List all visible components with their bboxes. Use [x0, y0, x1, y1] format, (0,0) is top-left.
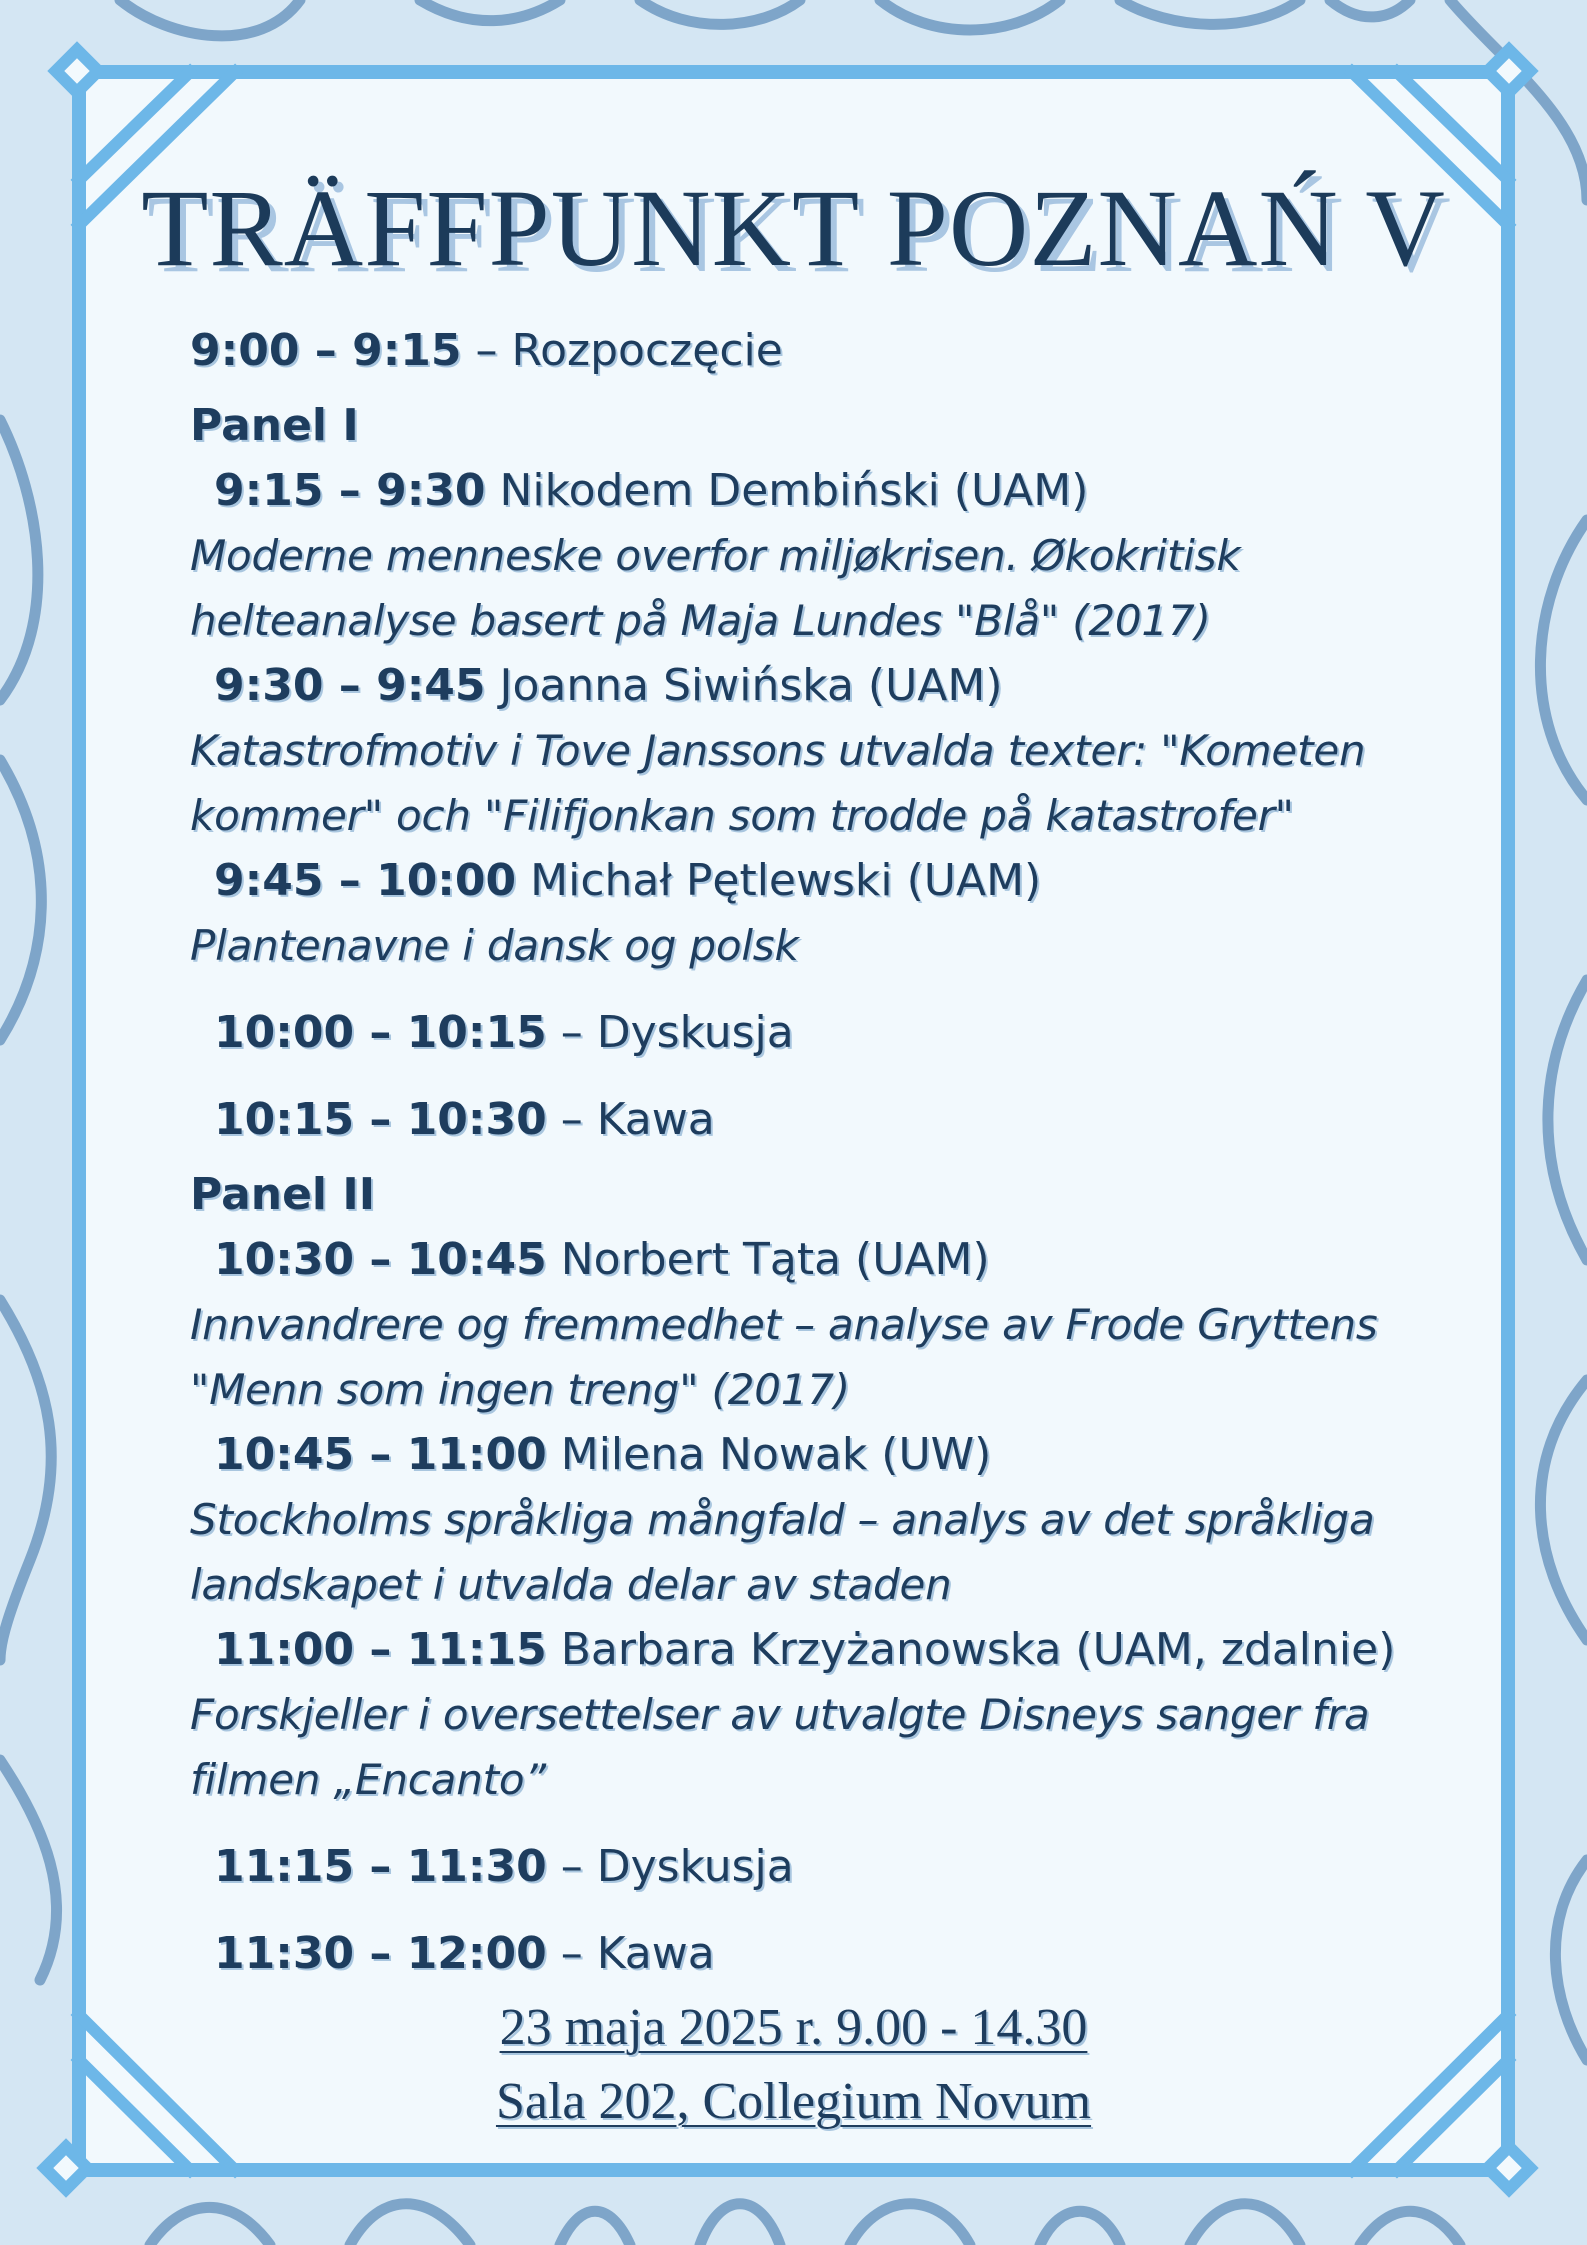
schedule-coffee	[190, 1921, 1390, 1986]
speaker-name: Norbert Tąta (UAM)	[546, 1234, 990, 1285]
schedule-coffee	[190, 1087, 1390, 1152]
talk-header	[190, 458, 1390, 523]
time-range: 10:00 – 10:15	[214, 1007, 547, 1058]
time-range: 10:45 – 11:00	[214, 1429, 547, 1480]
program-schedule	[190, 318, 1396, 1986]
talk-header	[190, 1227, 1390, 1292]
corner-diamond	[56, 50, 98, 92]
schedule-label: – Rozpoczęcie	[461, 325, 783, 376]
time-range: 9:15 – 9:30	[214, 465, 486, 516]
event-venue: Sala 202, Collegium Novum	[495, 2073, 1092, 2130]
talk-title: filmen „Encanto”	[190, 1755, 546, 1804]
time-range: 11:15 – 11:30	[214, 1841, 547, 1892]
schedule-label: – Kawa	[546, 1928, 715, 1979]
corner-diamond	[45, 2147, 87, 2189]
talk-header	[190, 848, 1390, 913]
talk-title: Innvandrere og fremmedhet – analyse av Frode Gryttens	[190, 1300, 1378, 1349]
panel-heading: Panel II	[190, 1169, 376, 1220]
corner-diamond	[1488, 2147, 1530, 2189]
schedule-opening	[190, 318, 1390, 383]
time-range: 11:30 – 12:00	[214, 1928, 547, 1979]
speaker-name: Nikodem Dembiński (UAM)	[485, 465, 1089, 516]
schedule-label: – Dyskusja	[546, 1007, 794, 1058]
schedule-discussion	[190, 1834, 1390, 1899]
talk-title: kommer" och "Filifjonkan som trodde på katastrofer"	[190, 791, 1294, 840]
time-range: 10:15 – 10:30	[214, 1094, 547, 1145]
time-range: 9:45 – 10:00	[214, 855, 517, 906]
talk-title: "Menn som ingen treng" (2017)	[190, 1365, 850, 1414]
talk-title: Moderne menneske overfor miljøkrisen. Økokritisk	[190, 531, 1241, 580]
talk-header	[190, 1617, 1396, 1682]
talk-title: Plantenavne i dansk og polsk	[190, 921, 799, 970]
talk-title: Stockholms språkliga mångfald – analys av det språkliga	[190, 1495, 1375, 1544]
speaker-name: Michał Pętlewski (UAM)	[516, 855, 1042, 906]
time-range: 9:00 – 9:15	[190, 325, 462, 376]
panel-heading: Panel I	[190, 400, 359, 451]
page-title: TRÄFFPUNKT POZNAŃ V	[141, 167, 1446, 289]
speaker-name: Barbara Krzyżanowska (UAM, zdalnie)	[546, 1624, 1396, 1675]
talk-title: helteanalyse basert på Maja Lundes "Blå" (2017)	[190, 596, 1211, 645]
time-range: 9:30 – 9:45	[214, 660, 486, 711]
talk-title: landskapet i utvalda delar av staden	[190, 1560, 952, 1609]
event-date-time: 23 maja 2025 r. 9.00 - 14.30	[499, 1999, 1088, 2056]
talk-header	[190, 653, 1390, 718]
talk-title: Katastrofmotiv i Tove Janssons utvalda texter: "Kometen	[190, 726, 1366, 775]
talk-title: Forskjeller i oversettelser av utvalgte Disneys sanger fra	[190, 1690, 1370, 1739]
schedule-label: – Dyskusja	[546, 1841, 794, 1892]
speaker-name: Joanna Siwińska (UAM)	[485, 660, 1003, 711]
corner-diamond	[1488, 50, 1530, 92]
talk-header	[190, 1422, 1390, 1487]
time-range: 10:30 – 10:45	[214, 1234, 547, 1285]
time-range: 11:00 – 11:15	[214, 1624, 547, 1675]
schedule-label: – Kawa	[546, 1094, 715, 1145]
speaker-name: Milena Nowak (UW)	[546, 1429, 992, 1480]
schedule-discussion	[190, 1000, 1390, 1065]
